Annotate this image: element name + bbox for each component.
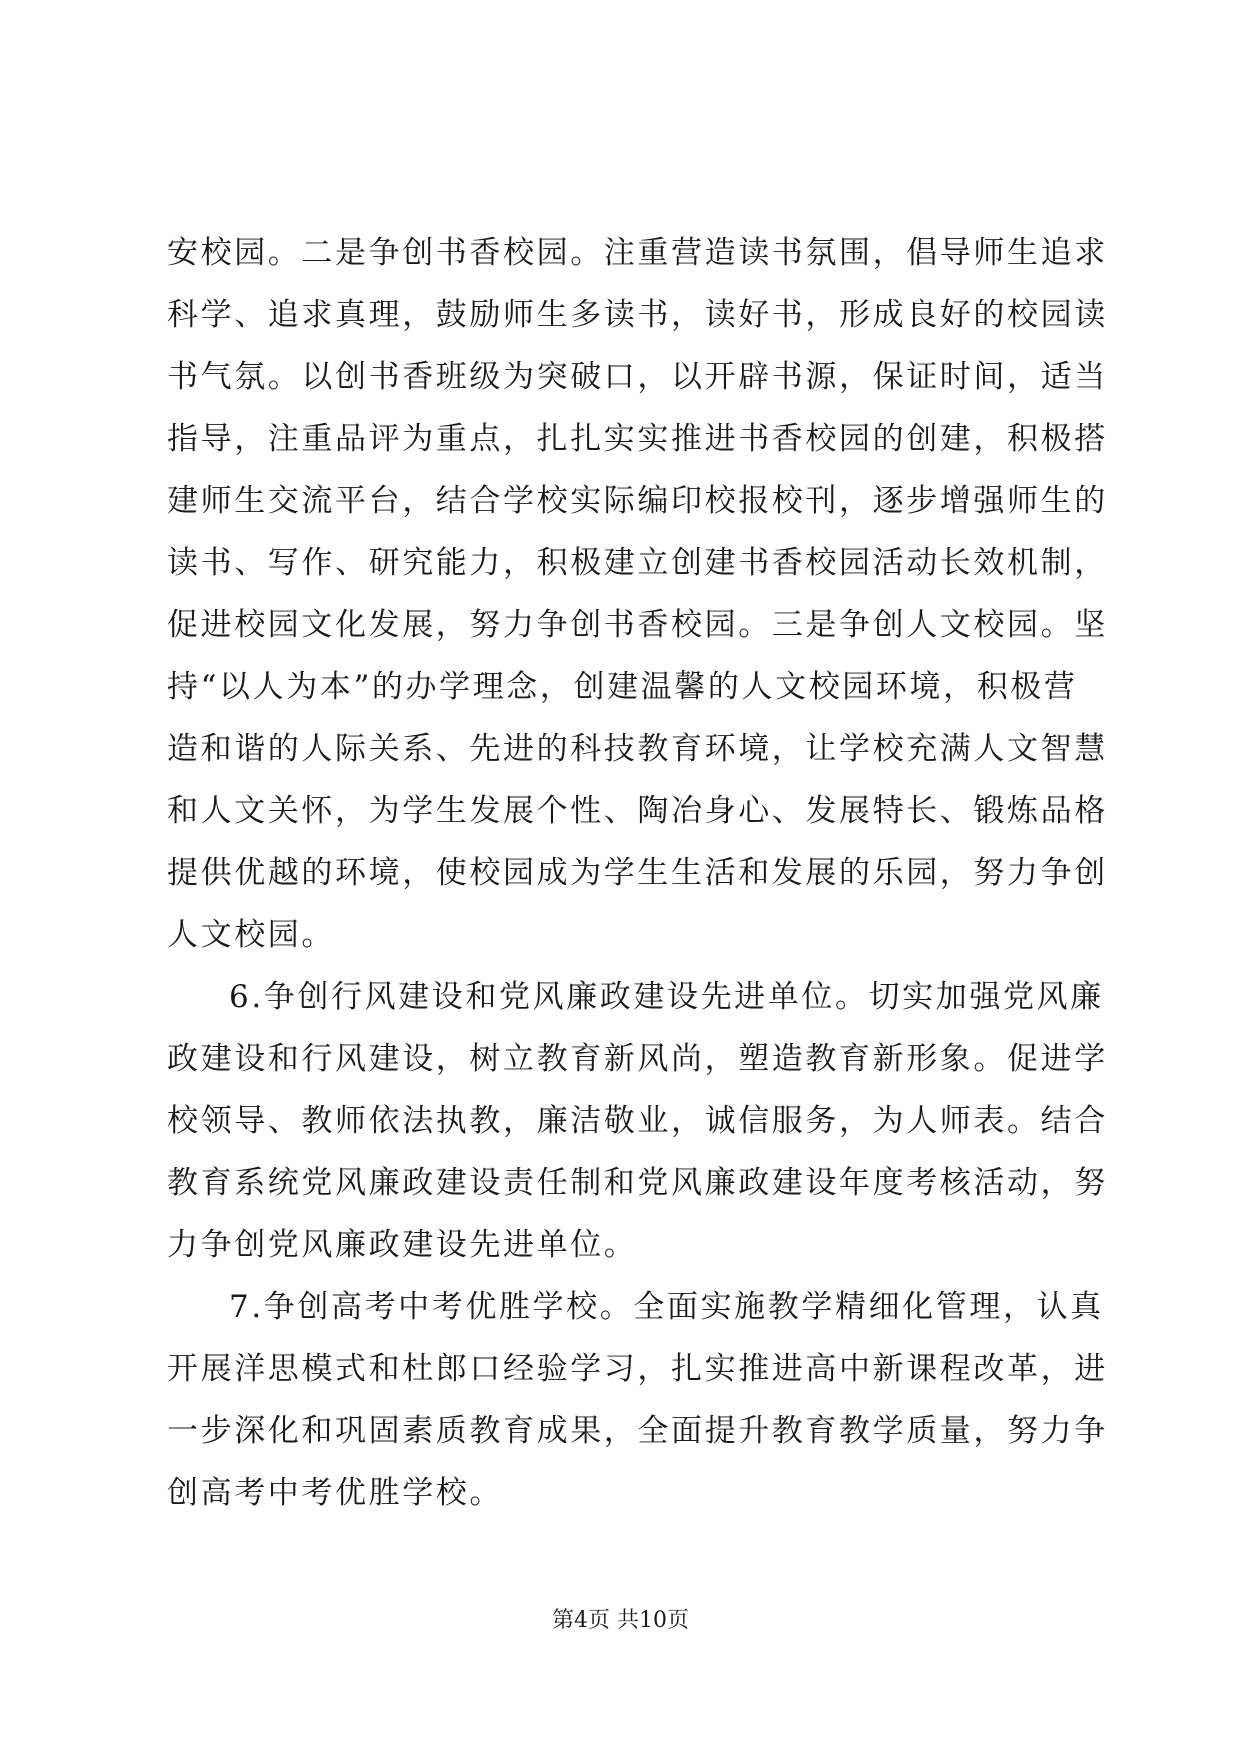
text-line: 校领导、教师依法执教，廉洁敬业，诚信服务，为人师表。结合 (167, 1103, 1108, 1139)
text-line: 和人文关怀，为学生发展个性、陶冶身心、发展特长、锻炼品格 (167, 793, 1108, 829)
text-line: 建师生交流平台，结合学校实际编印校报校刊，逐步增强师生的 (167, 483, 1108, 519)
text-line: 安校园。二是争创书香校园。注重营造读书氛围，倡导师生追求 (167, 235, 1108, 271)
text-line: 读书、写作、研究能力，积极建立创建书香校园活动长效机制， (167, 545, 1108, 581)
paragraph-7-first-line: 7.争创高考中考优胜学校。全面实施教学精细化管理，认真 (229, 1289, 1104, 1325)
text-line: 创高考中考优胜学校。 (167, 1475, 503, 1511)
text-line: 造和谐的人际关系、先进的科技教育环境，让学校充满人文智慧 (167, 731, 1108, 767)
text-line: 科学、追求真理，鼓励师生多读书，读好书，形成良好的校园读 (167, 297, 1108, 333)
text-line: 提供优越的环境，使校园成为学生生活和发展的乐园，努力争创 (167, 855, 1108, 891)
text-line: 人文校园。 (167, 917, 335, 953)
text-line: 一步深化和巩固素质教育成果，全面提升教育教学质量，努力争 (167, 1413, 1108, 1449)
body-text (167, 222, 1108, 1524)
text-line: 教育系统党风廉政建设责任制和党风廉政建设年度考核活动，努 (167, 1165, 1108, 1201)
text-line: 政建设和行风建设，树立教育新风尚，塑造教育新形象。促进学 (167, 1041, 1108, 1077)
text-line: 书气氛。以创书香班级为突破口，以开辟书源，保证时间，适当 (167, 359, 1108, 395)
paragraph-6-first-line: 6.争创行风建设和党风廉政建设先进单位。切实加强党风廉 (229, 979, 1104, 1015)
text-line: 开展洋思模式和杜郎口经验学习，扎实推进高中新课程改革，进 (167, 1351, 1108, 1387)
text-line: 持“以人为本”的办学理念，创建温馨的人文校园环境，积极营 (167, 669, 1078, 705)
page-footer: 第4页 共10页 (552, 1608, 689, 1633)
text-line: 指导，注重品评为重点，扎扎实实推进书香校园的创建，积极搭 (167, 421, 1108, 457)
text-line: 力争创党风廉政建设先进单位。 (167, 1227, 638, 1263)
text-line: 促进校园文化发展，努力争创书香校园。三是争创人文校园。坚 (167, 607, 1108, 643)
